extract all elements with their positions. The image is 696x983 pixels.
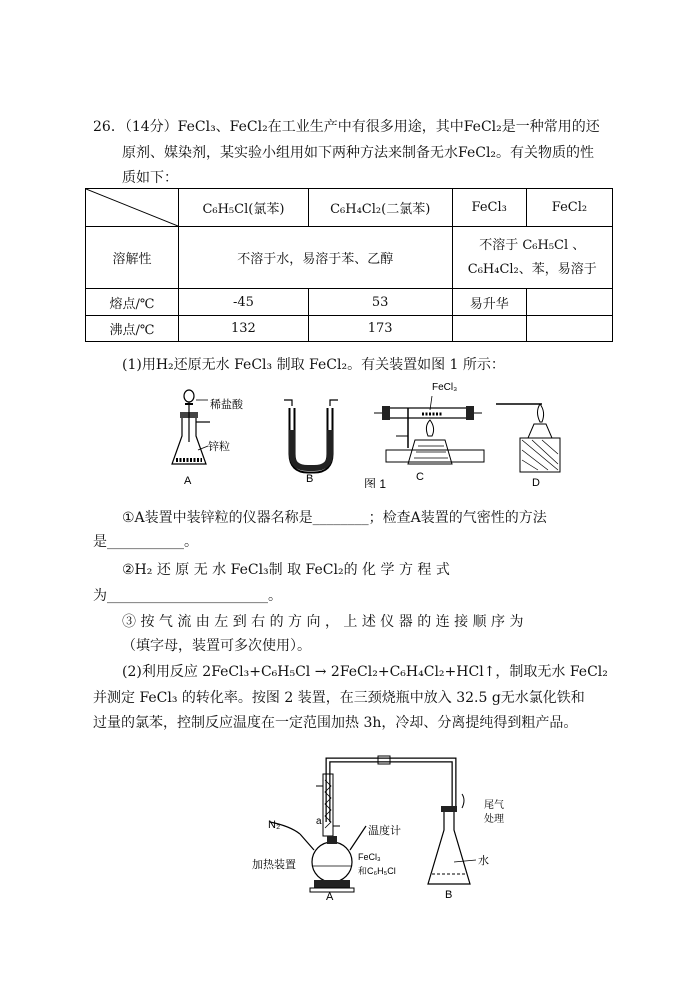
fig1-label-d: D — [532, 477, 540, 488]
figure-1-apparatus — [160, 378, 590, 488]
header-fecl2: FeCl₂ — [526, 189, 612, 227]
solubility-iron-line2: C₆H₄Cl₂、苯，易溶于 — [467, 261, 597, 277]
fig1-label-c: C — [416, 471, 424, 483]
apparatus-d — [496, 404, 560, 472]
question-intro-line2: 原剂、媒染剂，某实验小组用如下两种方法来制备无水FeCl₂。有关物质的性 — [122, 145, 595, 161]
figure-2-apparatus — [240, 752, 520, 902]
fig1-caption: 图 1 — [364, 477, 387, 488]
question-intro-line1 — [93, 117, 600, 137]
erlenmeyer-b — [428, 794, 476, 884]
q3-line2: （填字母，装置可多次使用）。 — [122, 638, 311, 654]
question-text-1: FeCl₃、FeCl₂在工业生产中有很多用途，其中FeCl₂是一种常用的还 — [177, 119, 600, 135]
bp-dichlorobenzene: 173 — [308, 316, 452, 342]
fig1-label-fecl3: FeCl₃ — [432, 382, 458, 393]
part2-line3: 过量的氯苯，控制反应温度在一定范围加热 3h，冷却、分离提纯得到粗产品。 — [93, 715, 578, 731]
mp-dichlorobenzene: 53 — [308, 289, 452, 316]
fig2-label-reagents-2: 和C₆H₅Cl — [358, 866, 396, 876]
part2-line1: (2)利用反应 2FeCl₃+C₆H₅Cl → 2FeCl₂+C₆H₄Cl₂+HCl↑，制取无水 FeCl₂ — [122, 664, 608, 680]
question-number: 26．（14分） — [93, 119, 178, 135]
fig2-label-tail-1: 尾气 — [484, 800, 504, 811]
solubility-organics: 不溶于水，易溶于苯、乙醇 — [179, 227, 453, 289]
fig1-label-zinc: 锌粒 — [208, 441, 230, 453]
bp-fecl3 — [452, 316, 526, 342]
row-label-melting: 熔点/℃ — [86, 289, 179, 316]
fig2-label-thermometer: 温度计 — [368, 825, 401, 837]
apparatus-b — [284, 400, 338, 470]
header-fecl3: FeCl₃ — [452, 189, 526, 227]
fig2-label-tail-2: 处理 — [484, 814, 504, 825]
properties-table — [85, 188, 613, 342]
fig1-label-b: B — [306, 473, 314, 485]
apparatus-c — [374, 396, 484, 464]
diagonal-header-cell — [86, 189, 179, 227]
bp-fecl2 — [526, 316, 612, 342]
fig2-label-b: B — [445, 889, 453, 901]
fig2-label-a: A — [326, 891, 334, 902]
header-dichlorobenzene: C₆H₄Cl₂(二氯苯) — [308, 189, 452, 227]
mp-chlorobenzene: -45 — [179, 289, 309, 316]
row-label-solubility: 溶解性 — [86, 227, 179, 289]
fig2-label-reagents-1: FeCl₃ — [358, 852, 381, 862]
fig1-label-a: A — [184, 475, 192, 487]
mp-fecl3: 易升华 — [452, 289, 526, 316]
fig1-label-acid: 稀盐酸 — [210, 399, 243, 411]
solubility-iron-chlorides — [452, 227, 612, 289]
bp-chlorobenzene: 132 — [179, 316, 309, 342]
q1-line2: 是___________。 — [93, 534, 198, 550]
solubility-iron-line1: 不溶于 C₆H₅Cl 、 — [479, 237, 586, 253]
q3-line1: ③ 按 气 流 由 左 到 右 的 方 向 ， 上 述 仪 器 的 连 接 顺 序 为 — [122, 614, 524, 630]
question-intro-line3: 质如下： — [122, 170, 178, 186]
q2-line2: 为_______________________。 — [93, 588, 282, 604]
q2-line1: ②H₂ 还 原 无 水 FeCl₃制 取 FeCl₂的 化 学 方 程 式 — [122, 562, 450, 578]
diagonal-line — [86, 189, 178, 226]
header-chlorobenzene: C₆H₅Cl(氯苯) — [179, 189, 309, 227]
three-neck-flask — [270, 822, 366, 892]
part2-line2: 并测定 FeCl₃ 的转化率。按图 2 装置，在三颈烧瓶中放入 32.5 g无水氯化铁和 — [93, 690, 585, 706]
fig2-label-n2: N₂ — [268, 819, 281, 831]
q1-line1: ①A装置中装锌粒的仪器名称是________；检查A装置的气密性的方法 — [122, 510, 547, 526]
row-label-boiling: 沸点/℃ — [86, 316, 179, 342]
part1-intro: (1)用H₂还原无水 FeCl₃ 制取 FeCl₂。有关装置如图 1 所示： — [122, 357, 505, 373]
mp-fecl2 — [526, 289, 612, 316]
fig2-label-a-small: a — [316, 816, 322, 827]
fig2-label-heater: 加热装置 — [252, 859, 296, 871]
fig2-label-water: 水 — [478, 855, 489, 867]
apparatus-a — [172, 390, 210, 464]
